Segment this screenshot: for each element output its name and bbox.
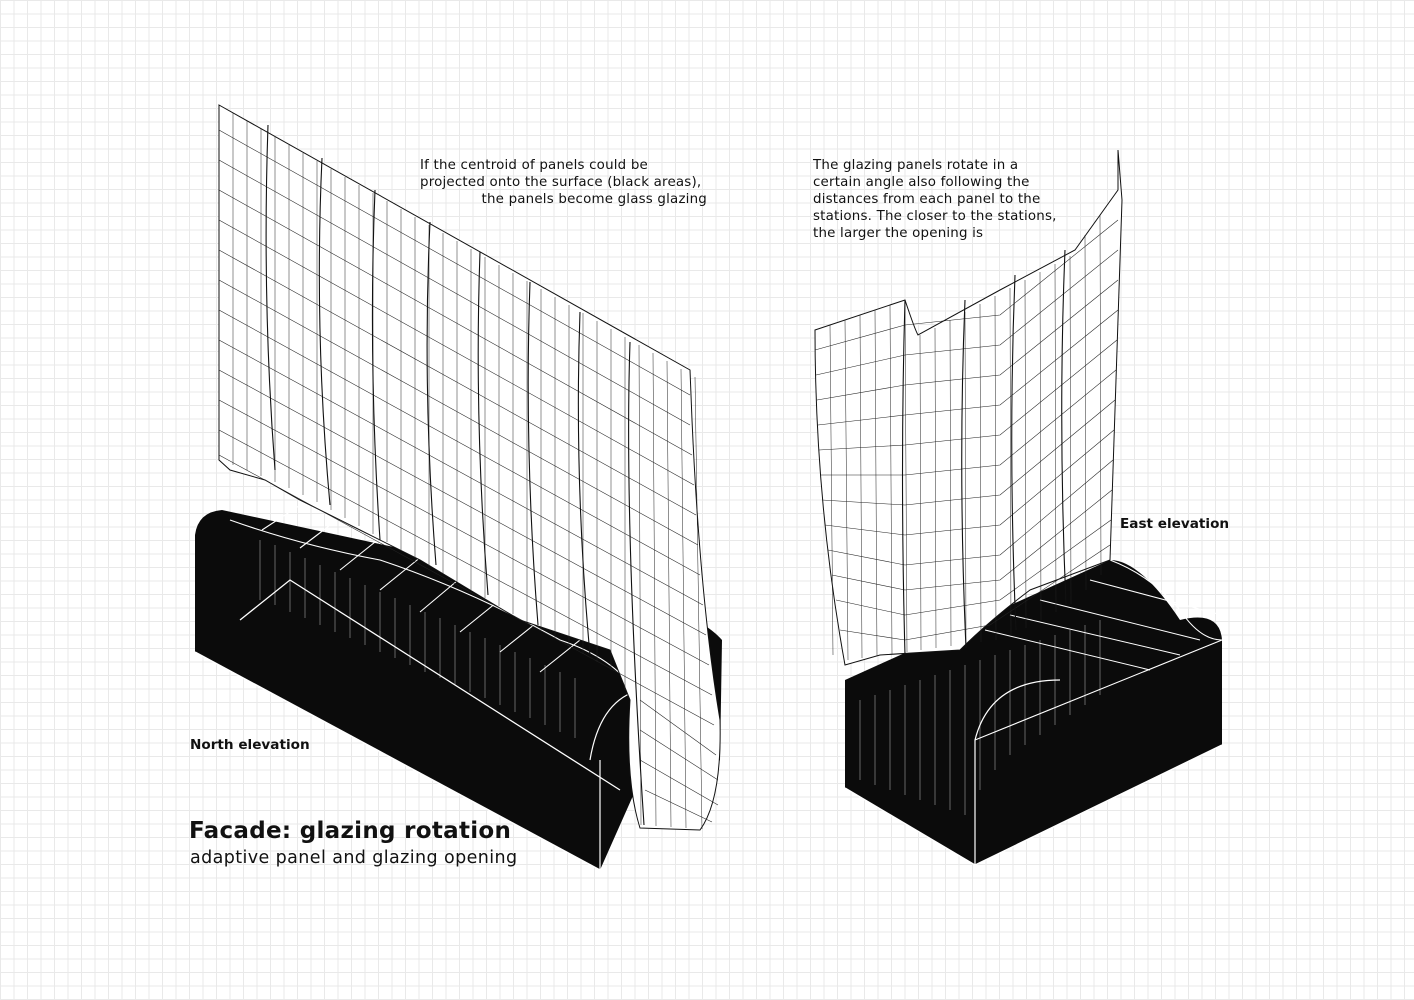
north-annotation: [420, 157, 707, 208]
sheet-title: Facade: glazing rotation: [189, 818, 512, 844]
north-elevation-label: North elevation: [190, 737, 310, 753]
north-annotation-line-3: the panels become glass glazing: [481, 192, 707, 207]
east-annotation-line-3: distances from each panel to the: [813, 192, 1041, 207]
north-annotation-line-1: If the centroid of panels could be: [420, 158, 648, 173]
east-annotation: [813, 157, 1058, 242]
sheet-subtitle: adaptive panel and glazing opening: [190, 848, 518, 868]
east-elevation-label: East elevation: [1120, 516, 1230, 532]
east-annotation-line-1: The glazing panels rotate in a: [813, 158, 1019, 173]
north-annotation-line-2: projected onto the surface (black areas),: [420, 175, 702, 190]
east-annotation-line-4: stations. The closer to the stations,: [813, 209, 1057, 224]
east-annotation-line-5: the larger the opening is: [813, 226, 984, 241]
east-annotation-line-2: certain angle also following the: [813, 175, 1030, 190]
